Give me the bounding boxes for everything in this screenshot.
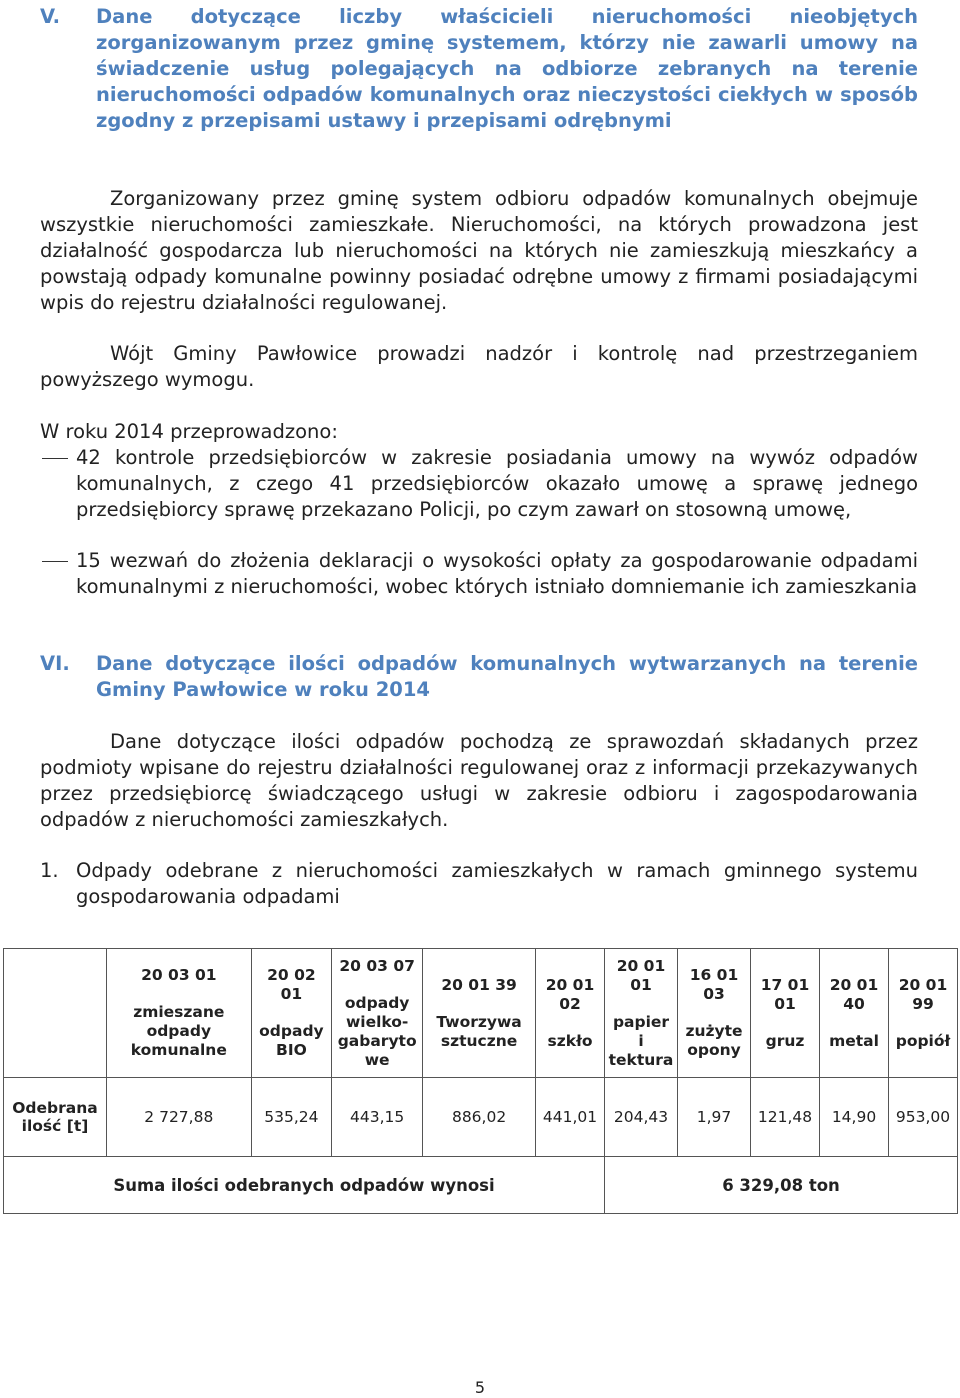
column-code: 17 01 01 — [760, 975, 810, 1013]
table-cell: 443,15 — [332, 1078, 423, 1157]
section-5-title: Dane dotyczące liczby właścicieli nieruchomości nieobjętych zorganizowanym przez gminę systemem, którzy nie zawarli umowy na świadczenie usług polegających na odbiorze zebranych na terenie nieruchomości odpadów komunalnych oraz nieczystości ciekłych w sposób zgodny z przepisami ustawy i przepisami odrębnymi — [96, 5, 918, 132]
column-name: popiół — [895, 1031, 951, 1050]
bullet-item-2 — [40, 548, 918, 600]
column-name: papier i tektura — [608, 1012, 674, 1069]
table-cell: 1,97 — [678, 1078, 751, 1157]
column-name: odpady BIO — [259, 1022, 324, 1059]
table-header-cell — [751, 949, 820, 1078]
column-code: 20 01 01 — [616, 956, 666, 994]
dash-bullet-icon — [42, 561, 68, 562]
table-cell: 886,02 — [423, 1078, 536, 1157]
bullet-item-1 — [40, 445, 918, 523]
table-cell: 2 727,88 — [107, 1078, 252, 1157]
table-header-cell — [889, 949, 958, 1078]
column-code: 20 01 39 — [441, 975, 517, 994]
table-cell: 204,43 — [605, 1078, 678, 1157]
bullet-item-1-text: 42 kontrole przedsiębiorców w zakresie posiadania umowy na wywóz odpadów komunalnych, z czego 41 przedsiębiorców okazało umowę a sprawę jednego przedsiębiorcy sprawę przekazano Policji, po czym zawarł on stosowną umowę, — [76, 446, 918, 521]
column-name: metal — [829, 1031, 879, 1050]
sum-value: 6 329,08 ton — [605, 1157, 958, 1214]
table-corner-cell — [4, 949, 107, 1078]
table-row — [4, 1078, 958, 1157]
waste-table — [3, 948, 958, 1214]
table-header-cell — [678, 949, 751, 1078]
section-6-heading — [40, 651, 918, 703]
section-5-paragraph-2: Wójt Gminy Pawłowice prowadzi nadzór i kontrolę nad przestrzeganiem powyższego wymogu. — [40, 342, 918, 391]
section-6-number: VI. — [40, 652, 70, 675]
table-header-cell — [107, 949, 252, 1078]
table-header-cell — [332, 949, 423, 1078]
table-header-cell — [820, 949, 889, 1078]
numbered-item-1-text: Odpady odebrane z nieruchomości zamieszkałych w ramach gminnego systemu gospodarowania odpadami — [76, 859, 918, 908]
table-cell: 441,01 — [536, 1078, 605, 1157]
section-6-title: Dane dotyczące ilości odpadów komunalnych wytwarzanych na terenie Gminy Pawłowice w roku 2014 — [96, 652, 918, 701]
bullet-item-2-text: 15 wezwań do złożenia deklaracji o wysokości opłaty za gospodarowanie odpadami komunalnymi z nieruchomości, wobec których istniało domniemanie ich zamieszkania — [76, 549, 918, 598]
column-code: 16 01 03 — [689, 966, 739, 1003]
table-cell: 535,24 — [251, 1078, 332, 1157]
section-5-paragraph-1: Zorganizowany przez gminę system odbioru odpadów komunalnych obejmuje wszystkie nieruchomości zamieszkałe. Nieruchomości, na których prowadzona jest działalność gospodarcza lub nieruchomości na których nie zamieszkują mieszkańcy a powstają odpady komunalne powinny posiadać odrębne umowy z firmami posiadającymi wpis do rejestru działalności regulowanej. — [40, 187, 918, 314]
sum-label: Suma ilości odebranych odpadów wynosi — [4, 1157, 605, 1214]
column-code: 20 01 02 — [545, 975, 595, 1013]
column-code: 20 02 01 — [267, 966, 316, 1003]
table-header-row — [4, 949, 958, 1078]
section-6-paragraph: Dane dotyczące ilości odpadów pochodzą ze sprawozdań składanych przez podmioty wpisane do rejestru działalności regulowanej oraz z informacji przekazywanych przez przedsiębiorcę świadczącego usługi w zakresie odbioru i zagospodarowania odpadów z nieruchomości zamieszkałych. — [40, 730, 918, 831]
table-header-cell — [251, 949, 332, 1078]
table-header-cell — [423, 949, 536, 1078]
section-5-heading — [40, 4, 918, 134]
section-5-intro: W roku 2014 przeprowadzono: — [40, 420, 338, 443]
table-header-cell — [536, 949, 605, 1078]
dash-bullet-icon — [42, 458, 68, 459]
column-name: odpady wielko-gabaryto we — [337, 993, 417, 1069]
column-code: 20 01 99 — [898, 975, 948, 1013]
column-code: 20 01 40 — [829, 975, 879, 1013]
column-code: 20 03 07 — [339, 956, 415, 975]
table-cell: 14,90 — [820, 1078, 889, 1157]
numbered-item-1-number: 1. — [40, 859, 59, 882]
table-cell: 953,00 — [889, 1078, 958, 1157]
column-name: Tworzywa sztuczne — [436, 1012, 522, 1050]
section-5-number: V. — [40, 5, 60, 28]
table-cell: 121,48 — [751, 1078, 820, 1157]
table-header-cell — [605, 949, 678, 1078]
numbered-item-1 — [40, 858, 918, 910]
page-number: 5 — [474, 1378, 486, 1397]
column-name: zmieszane odpady komunalne — [130, 1003, 227, 1059]
row-label: Odebrana ilość [t] — [4, 1078, 107, 1157]
column-name: szkło — [547, 1031, 593, 1050]
column-name: zużyte opony — [685, 1022, 743, 1059]
column-name: gruz — [765, 1031, 805, 1050]
table-sum-row — [4, 1157, 958, 1214]
column-code: 20 03 01 — [141, 966, 217, 984]
